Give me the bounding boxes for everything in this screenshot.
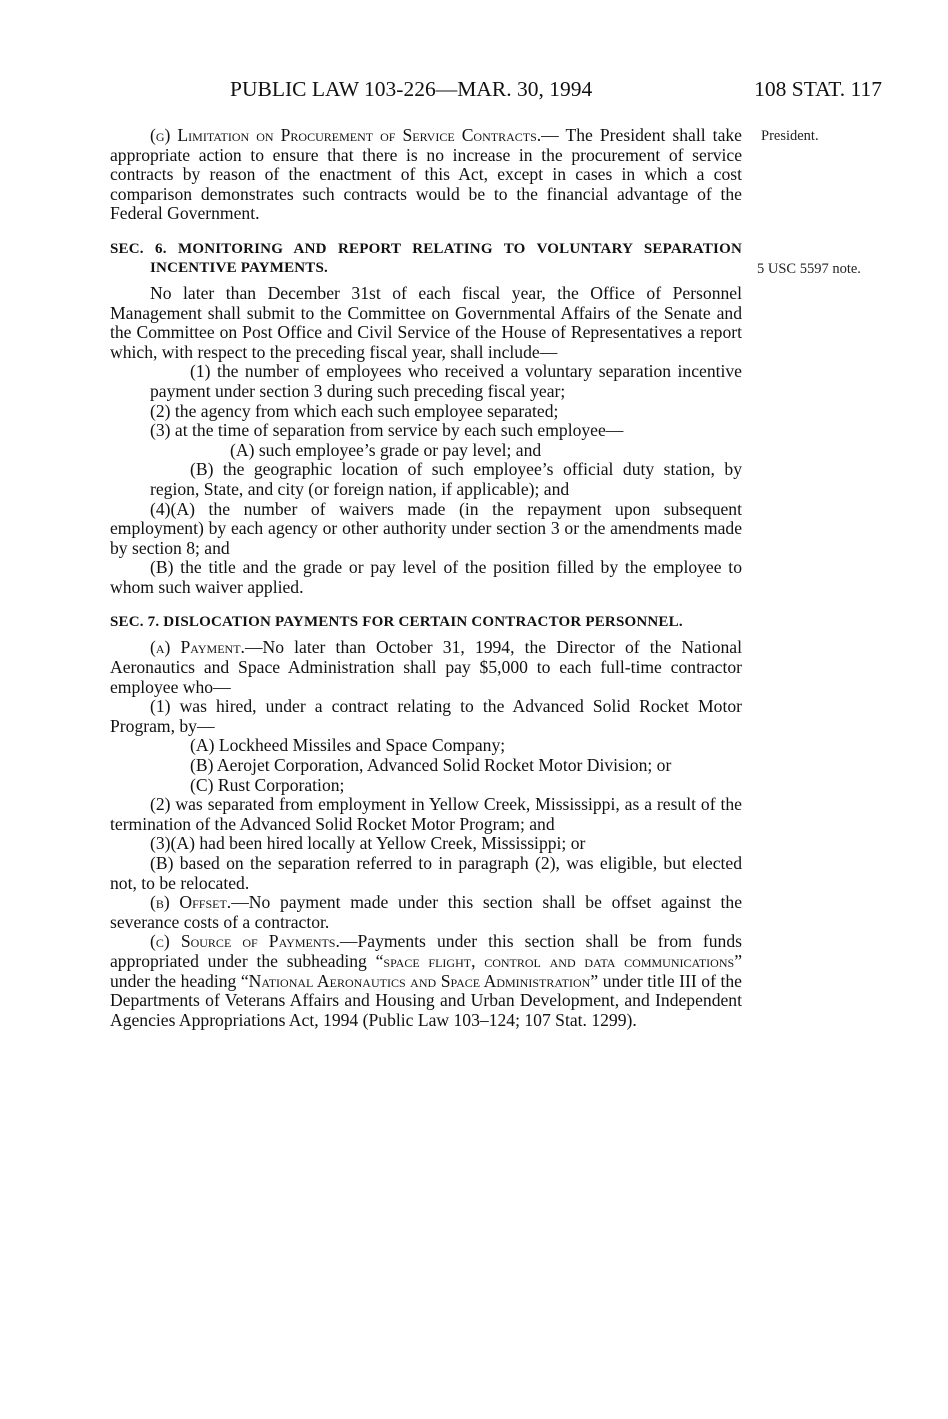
sec7-a-label: (a) Payment.	[150, 637, 245, 658]
margin-note-usc: 5 USC 5597 note.	[757, 261, 861, 277]
sec6-p1	[110, 362, 742, 401]
sec6-p2: (2) the agency from which each such employee separated;	[150, 400, 559, 421]
sec7-p1a: (A) Lockheed Missiles and Space Company;	[190, 735, 506, 756]
sec7-c-text-2: ” under the heading “	[110, 950, 742, 991]
sec7-c-heading: National Aeronautics and Space Administration	[248, 970, 591, 991]
sec7-p3b: (B) based on the separation referred to in paragraph (2), was eligible, but elected not, to be relocated.	[110, 853, 742, 893]
sec7-p1c: (C) Rust Corporation;	[190, 774, 345, 795]
running-header	[110, 76, 882, 102]
sec7-p3a: (3)(A) had been hired locally at Yellow Creek, Mississippi; or	[150, 833, 586, 854]
sec7-b	[110, 893, 742, 932]
sec7-c-label: (c) Source of Payments.	[150, 931, 340, 952]
sec7-b-text: —No payment made under this section shall be offset against the severance costs of a contractor.	[110, 892, 743, 932]
sec6-p3a-text: (A) such employee’s grade or pay level; and	[230, 439, 542, 460]
header-page-ref: 108 STAT. 117	[754, 77, 882, 101]
sec6-p3: (3) at the time of separation from service by each such employee—	[150, 420, 624, 441]
sec7-b-label: (b) Offset.	[150, 892, 232, 913]
sec6-heading: SEC. 6. MONITORING AND REPORT RELATING TO VOLUNTARY SEPARATION INCENTIVE PAYMENTS.	[110, 240, 742, 276]
sec7-p1b: (B) Aerojet Corporation, Advanced Solid Rocket Motor Division; or	[190, 755, 672, 776]
sec6-p1-text: (1) the number of employees who received a voluntary separation incentive payment under section 3 during such preceding fiscal year;	[150, 361, 742, 401]
sec7-p2: (2) was separated from employment in Yellow Creek, Mississippi, as a result of the termination of the Advanced Solid Rocket Motor Program; and	[110, 794, 742, 834]
section-g-heading: (g) Limitation on Procurement of Service Contracts.—	[150, 125, 559, 145]
section-g	[110, 126, 742, 224]
sec7-c-text-3: ” under title III of the Departments of Veterans Affairs and Housing and Urban Development, and Independent Agencies Appropriations Act, 1994 (Public Law 103–124; 107 Stat. 1299).	[110, 970, 742, 1030]
sec6-p4a: (4)(A) the number of waivers made (in the repayment upon subsequent employment) by each agency or other authority under section 3 or the amendments made by section 8; and	[110, 498, 742, 558]
sec7-p1: (1) was hired, under a contract relating to the Advanced Solid Rocket Motor Program, by—	[110, 696, 742, 736]
sec6-intro: No later than December 31st of each fiscal year, the Office of Personnel Management shall submit to the Committee on Governmental Affairs of the Senate and the Committee on Post Office and Civil Service of the House of Representatives a report which, with respect to the preceding fiscal year, shall include—	[110, 282, 742, 362]
sec7-c-text-1: —Payments under this section shall be from funds appropriated under the subheading “	[110, 931, 743, 971]
sec7-heading: SEC. 7. DISLOCATION PAYMENTS FOR CERTAIN CONTRACTOR PERSONNEL.	[110, 614, 683, 631]
sec7-a	[110, 638, 742, 697]
margin-note-president: President.	[761, 128, 819, 144]
sec7-a-text: —No later than October 31, 1994, the Director of the National Aeronautics and Space Administration shall pay $5,000 to each full-time contractor employee who—	[110, 637, 742, 697]
section-g-text: The President shall take appropriate action to ensure that there is no increase in the procurement of service contracts by reason of the enactment of this Act, except in cases in which a cost comparison demonstrates such contracts would be to the financial advantage of the Federal Government.	[110, 125, 742, 224]
sec6-p3a	[110, 441, 742, 461]
sec6-p4b: (B) the title and the grade or pay level of the position filled by the employee to whom such waiver applied.	[110, 557, 742, 597]
sec6-p3b: (B) the geographic location of such employee’s official duty station, by region, State, and city (or foreign nation, if applicable); and	[150, 459, 742, 499]
header-title: PUBLIC LAW 103-226—MAR. 30, 1994	[230, 77, 593, 101]
body-text	[110, 126, 742, 1030]
sec7-c	[110, 932, 742, 1030]
sec7-c-subheading: space flight, control and data communications	[383, 950, 735, 971]
